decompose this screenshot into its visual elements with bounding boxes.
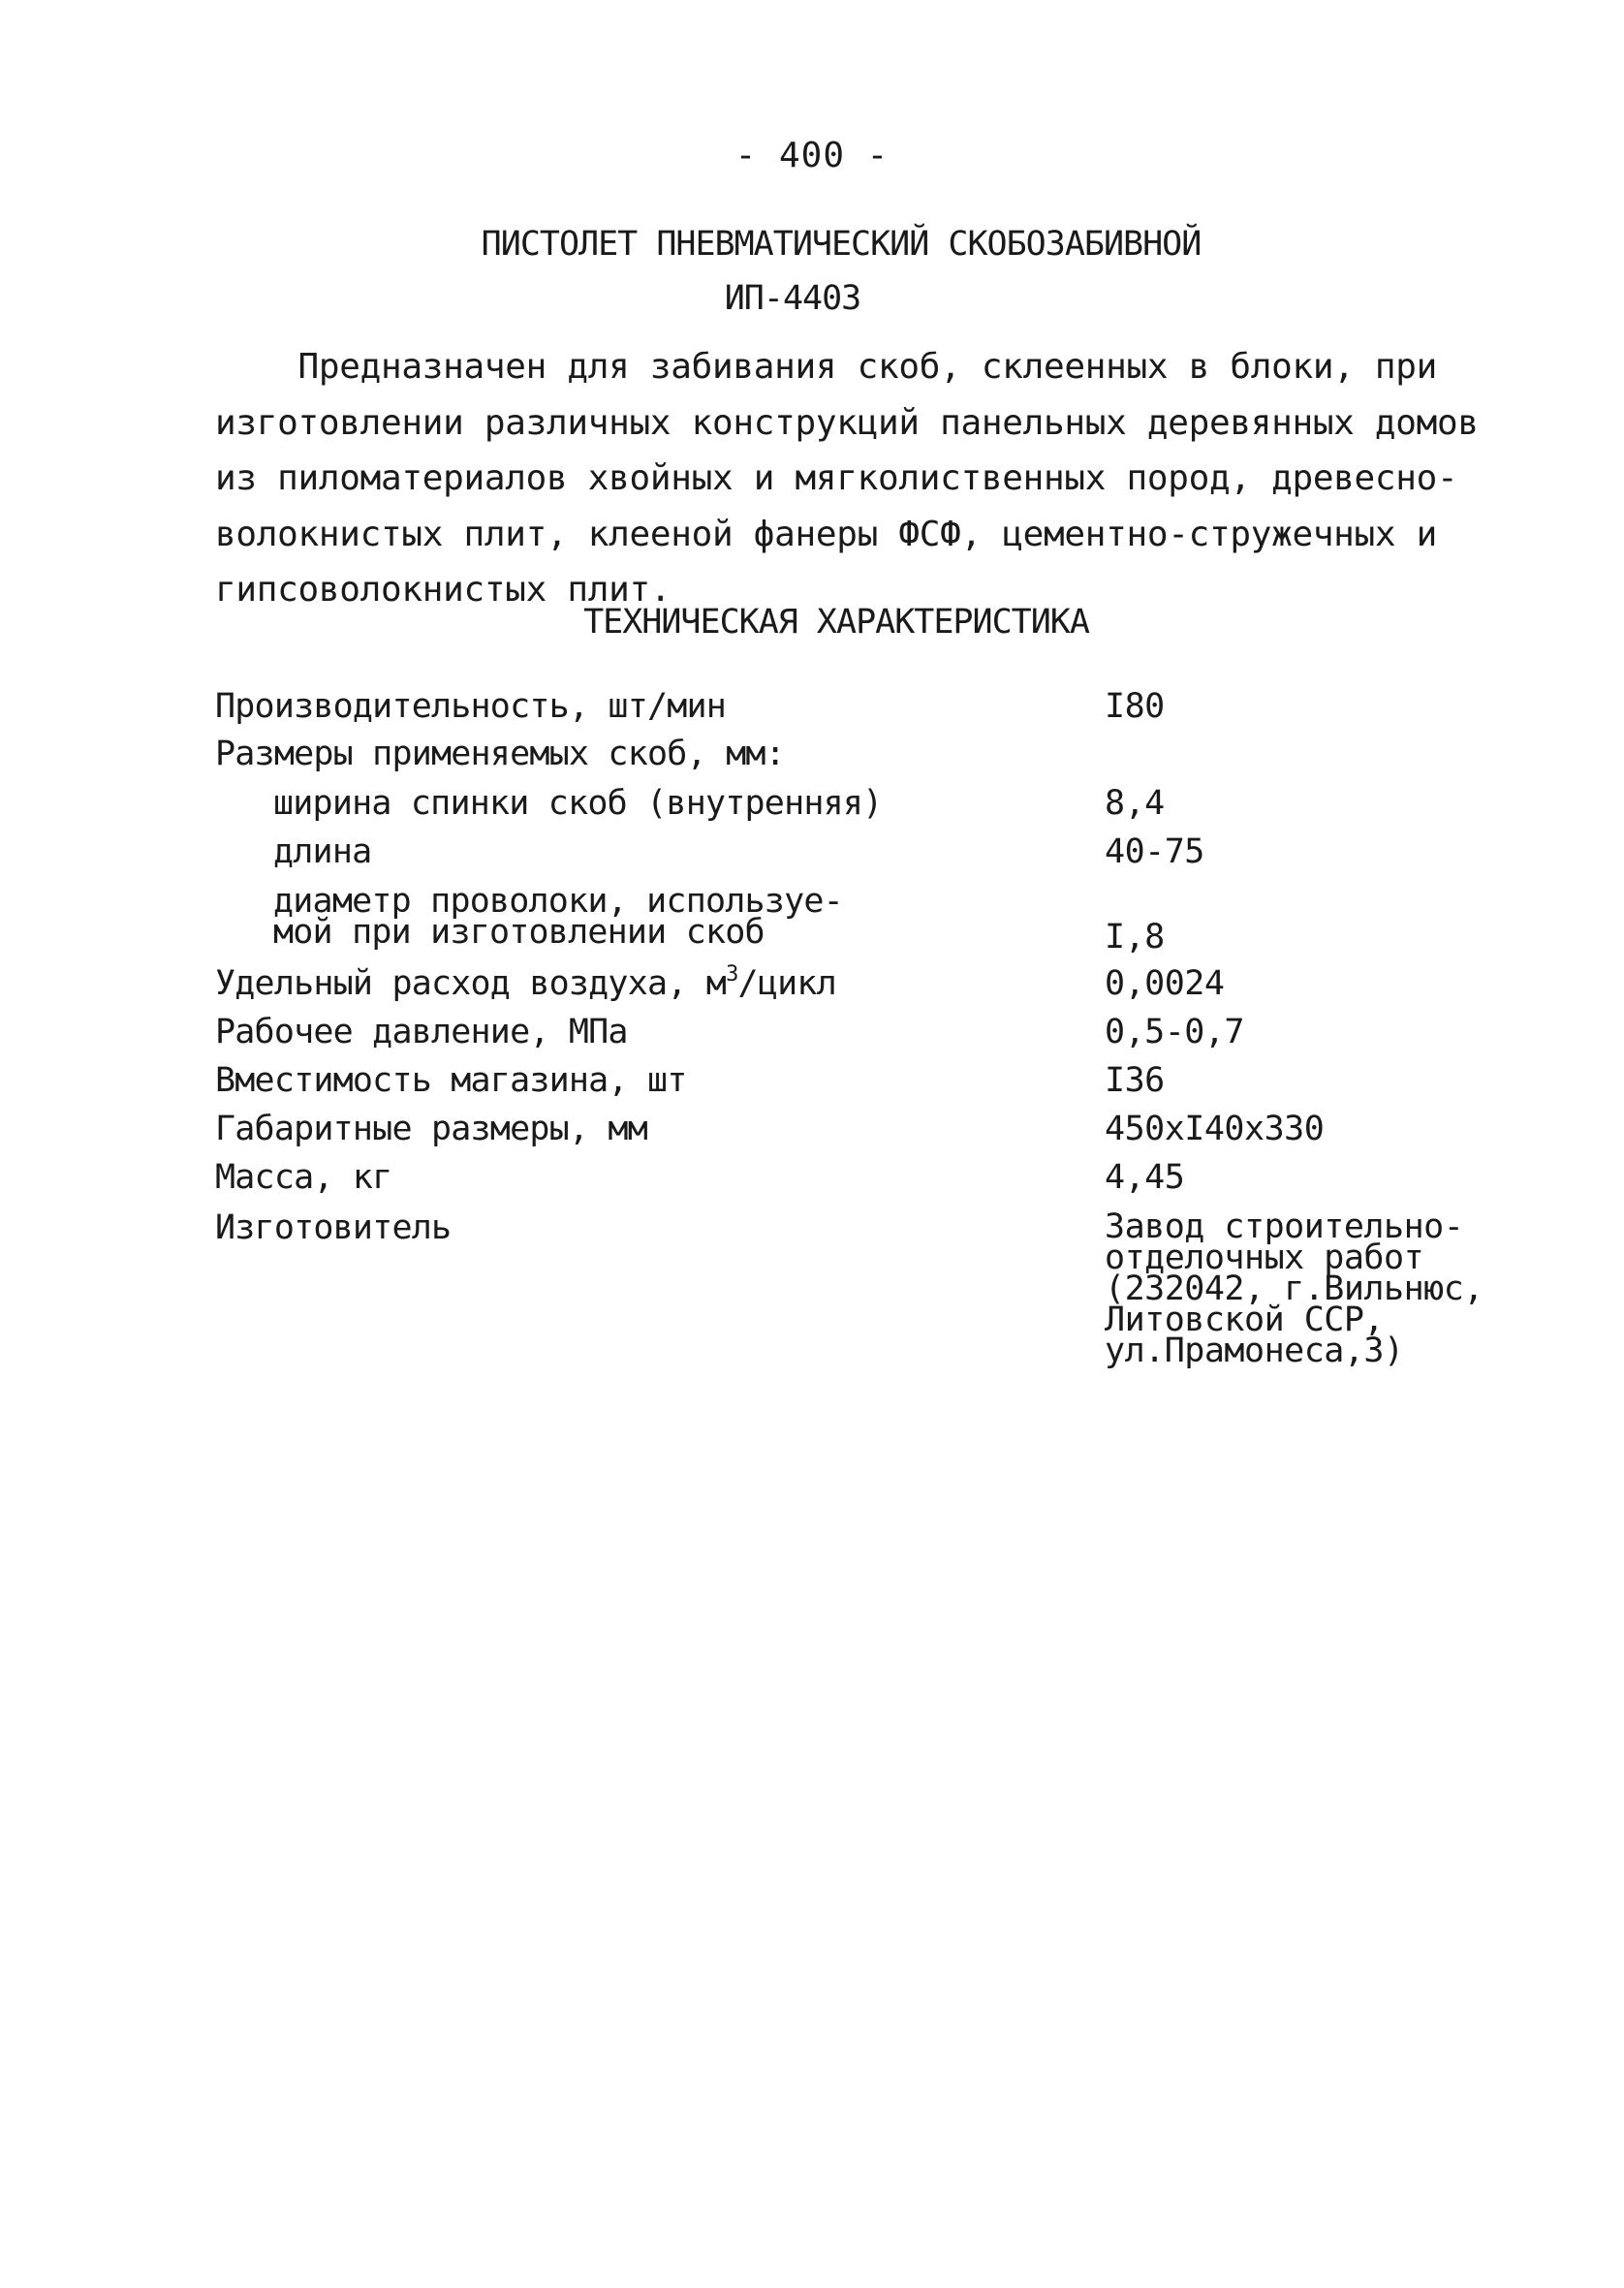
spec-value: I36	[1105, 1061, 1165, 1100]
spec-label-text: Удельный расход воздуха, м	[215, 964, 727, 1003]
description-line: изготовлении различных конструкций панельных деревянных домов	[215, 402, 1479, 443]
spec-label-line: мой при изготовлении скоб	[273, 913, 765, 952]
spec-value: I80	[1105, 687, 1165, 726]
spec-label: Вместимость магазина, шт	[215, 1061, 687, 1100]
superscript: 3	[726, 962, 738, 987]
spec-value: 0,5-0,7	[1105, 1013, 1245, 1051]
description-line: из пиломатериалов хвойных и мягколиственных пород, древесно-	[215, 458, 1458, 498]
manufacturer-address	[1105, 1207, 1483, 1370]
description-line: гипсоволокнистых плит.	[215, 570, 671, 610]
specs-heading: ТЕХНИЧЕСКАЯ ХАРАКТЕРИСТИКА	[583, 603, 1089, 642]
address-line: Литовской ССР,	[1105, 1301, 1385, 1339]
spec-label: Производительность, шт/мин	[215, 687, 727, 726]
description-line: волокнистых плит, клееной фанеры ФСФ, цементно-стружечных и	[215, 514, 1438, 554]
document-title: ПИСТОЛЕТ ПНЕВМАТИЧЕСКИЙ СКОБОЗАБИВНОЙ	[481, 225, 1202, 264]
spec-value: 0,0024	[1105, 964, 1225, 1003]
description-paragraph	[215, 339, 1479, 618]
spec-label-text: /цикл	[737, 964, 836, 1003]
spec-value: 8,4	[1105, 784, 1165, 823]
spec-label: Рабочее давление, МПа	[215, 1013, 628, 1051]
address-line: отделочных работ	[1105, 1238, 1424, 1277]
spec-value: I,8	[1105, 918, 1165, 956]
spec-label: ширина спинки скоб (внутренняя)	[273, 784, 883, 823]
description-line: Предназначен для забивания скоб, склеенных в блоки, при	[215, 347, 1438, 387]
address-line: (232042, г.Вильнюс,	[1105, 1269, 1483, 1308]
address-line: Завод строительно-	[1105, 1207, 1464, 1246]
spec-label	[273, 882, 843, 952]
page-number: - 400 -	[734, 136, 890, 175]
spec-label: длина	[273, 832, 372, 871]
spec-label-line: диаметр проволоки, используе-	[273, 882, 843, 921]
spec-label: Масса, кг	[215, 1158, 392, 1197]
spec-value: 450xI40x330	[1105, 1110, 1325, 1148]
spec-label: Габаритные размеры, мм	[215, 1110, 647, 1148]
spec-label	[215, 962, 836, 1003]
spec-label: Размеры применяемых скоб, мм:	[215, 735, 785, 773]
spec-value: 40-75	[1105, 832, 1204, 871]
address-line: ул.Прамонеса,3)	[1105, 1332, 1404, 1370]
spec-value: 4,45	[1105, 1158, 1185, 1197]
model-code: ИП-4403	[724, 279, 861, 318]
spec-label: Изготовитель	[215, 1208, 452, 1247]
